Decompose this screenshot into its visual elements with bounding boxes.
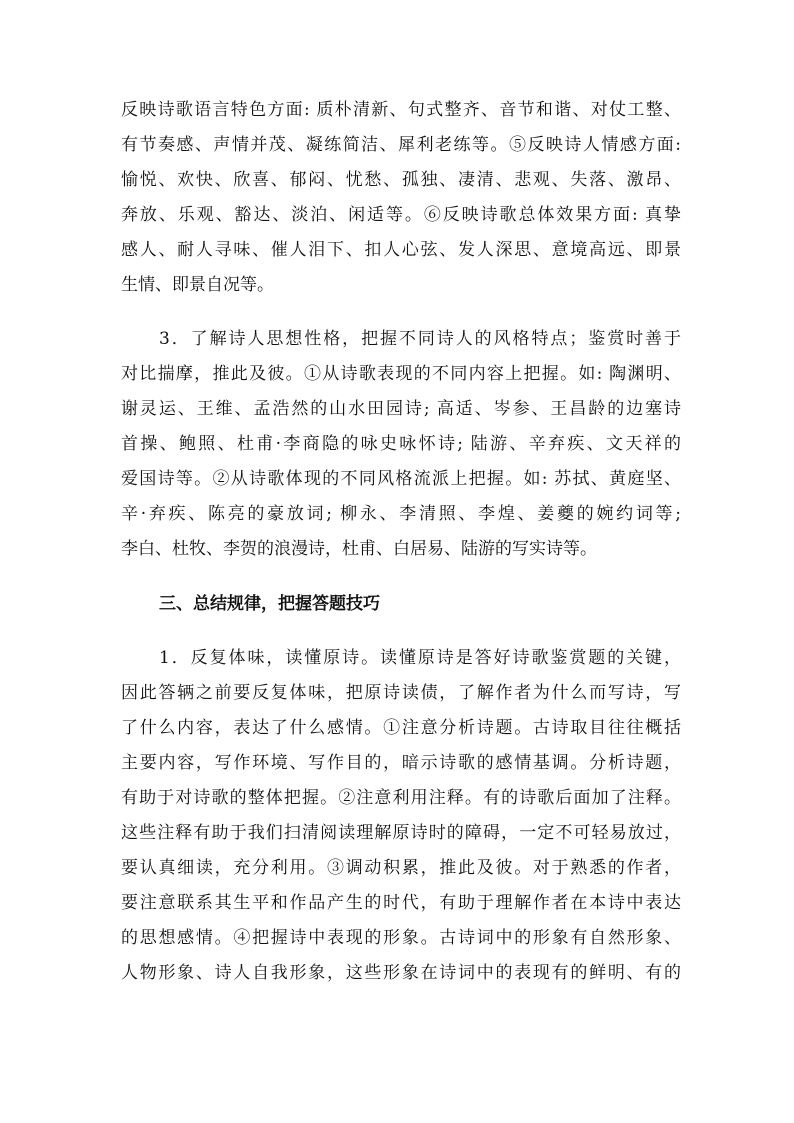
text-line: 奔放、乐观、豁达、淡泊、闲适等。⑥反映诗歌总体效果方面: 真挚 — [121, 205, 681, 225]
paragraph-first-line: 1．反复体味，读懂原诗。读懂原诗是答好诗歌鉴赏题的关键， — [159, 648, 681, 668]
text-line: 主要内容，写作环境、写作目的，暗示诗歌的感情基调。分析诗题， — [121, 753, 681, 773]
text-line: 首操、鲍照、杜甫·李商隐的咏史咏怀诗; 陆游、辛弃疾、文天祥的 — [121, 434, 681, 454]
text-line: 要认真细读，充分利用。③调动积累，推此及彼。对于熟悉的作者， — [121, 858, 681, 878]
text-line: 有节奏感、声情并茂、凝练简洁、犀利老练等。⑤反映诗人情感方面: — [121, 135, 681, 155]
text-line: 反映诗歌语言特色方面: 质朴清新、句式整齐、音节和谐、对仗工整、 — [121, 100, 681, 120]
text-line: 了什么内容，表达了什么感情。①注意分析诗题。古诗取目往往概括 — [121, 718, 681, 738]
text-line: 有助于对诗歌的整体把握。②注意利用注释。有的诗歌后面加了注释。 — [121, 788, 681, 808]
text-line: 谢灵运、王维、孟浩然的山水田园诗; 高适、岑参、王昌龄的边塞诗 — [121, 399, 681, 419]
paragraph-first-line: 3．了解诗人思想性格，把握不同诗人的风格特点；鉴赏时善于 — [159, 329, 681, 349]
text-line: 感人、耐人寻味、催人泪下、扣人心弦、发人深思、意境高远、即景 — [121, 240, 681, 260]
text-line: 生情、即景自况等。 — [121, 275, 274, 295]
text-line: 辛·弃疾、陈亮的豪放词; 柳永、李清照、李煌、姜夔的婉约词等; — [121, 504, 681, 524]
text-line: 人物形象、诗人自我形象，这些形象在诗词中的表现有的鲜明、有的 — [121, 963, 681, 983]
text-line: 李白、杜牧、李贺的浪漫诗，杜甫、白居易、陆游的写实诗等。 — [121, 539, 597, 559]
text-line: 爱国诗等。②从诗歌体现的不同风格流派上把握。如: 苏拭、黄庭坚、 — [121, 469, 681, 489]
section-heading: 三、总结规律，把握答题技巧 — [159, 594, 380, 614]
text-line: 愉悦、欢快、欣喜、郁闷、忧愁、孤独、凄清、悲观、失落、激昂、 — [121, 170, 681, 190]
text-line: 因此答辆之前要反复体味，把原诗读债，了解作者为什么而写诗，写 — [121, 683, 681, 703]
text-line: 这些注释有助于我们扫清阅读理解原诗时的障碍，一定不可轻易放过， — [121, 823, 681, 843]
text-line: 要注意联系其生平和作品产生的时代，有助于理解作者在本诗中表达 — [121, 893, 681, 913]
text-line: 的思想感情。④把握诗中表现的形象。古诗词中的形象有自然形象、 — [121, 928, 681, 948]
text-line: 对比揣摩，推此及彼。①从诗歌表现的不同内容上把握。如: 陶渊明、 — [121, 364, 681, 384]
